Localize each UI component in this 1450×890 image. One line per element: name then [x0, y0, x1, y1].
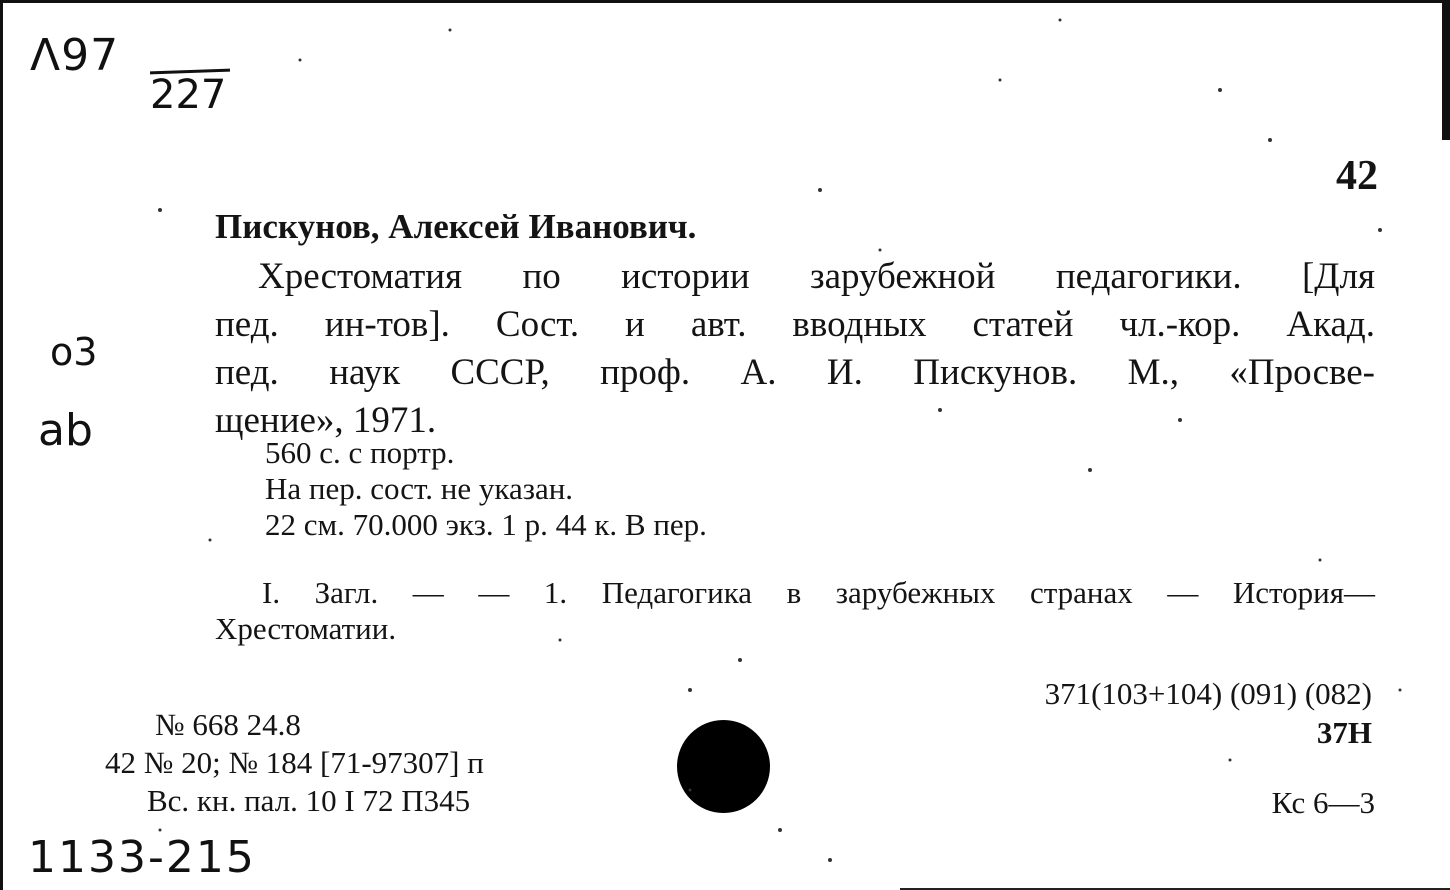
physical-description: [265, 435, 707, 543]
title-description: [215, 253, 1375, 445]
registration-block: [105, 706, 484, 820]
title-line: пед. наук СССР, проф. А. И. Пискунов. М., «Просве-: [215, 352, 1375, 393]
punch-hole: [677, 720, 770, 813]
physical-line: На пер. сост. не указан.: [265, 471, 574, 506]
handwritten-shelf-number: 227: [150, 72, 227, 118]
bbk-classification: 37Н: [1316, 715, 1372, 750]
card-number: 42: [1336, 153, 1378, 199]
ks-code: Кс 6—3: [1271, 785, 1375, 820]
title-line: пед. ин-тов]. Сост. и авт. вводных статей чл.-кор. Акад.: [215, 304, 1375, 345]
title-line: Хрестоматия по истории зарубежной педагогики. [Для: [258, 256, 1375, 297]
handwritten-bottom-note: 1133-215: [28, 832, 256, 883]
subject-line: Хрестоматии.: [215, 611, 397, 646]
registration-line: 42 № 20; № 184 [71-97307] п: [105, 745, 484, 780]
handwritten-shelf-mark: Λ97: [30, 30, 120, 81]
handwritten-code-top: o3: [50, 330, 98, 374]
udc-classification: 371(103+104) (091) (082): [1044, 676, 1372, 711]
handwritten-code-bottom: ab: [38, 405, 93, 456]
scan-border-right: [1442, 0, 1450, 140]
scan-border-left: [0, 0, 3, 890]
title-line: щение», 1971.: [215, 400, 437, 441]
physical-line: 22 см. 70.000 экз. 1 р. 44 к. В пер.: [265, 507, 707, 542]
subject-line: I. Загл. — — 1. Педагогика в зарубежных странах — История—: [262, 575, 1375, 610]
registration-line: Вс. кн. пал. 10 I 72 П345: [147, 783, 471, 818]
scan-border-top: [0, 0, 1450, 3]
subject-tracings: [215, 575, 1375, 647]
author-heading: Пискунов, Алексей Иванович.: [215, 207, 697, 246]
physical-line: 560 с. с портр.: [265, 435, 455, 470]
registration-line: № 668 24.8: [155, 707, 301, 742]
